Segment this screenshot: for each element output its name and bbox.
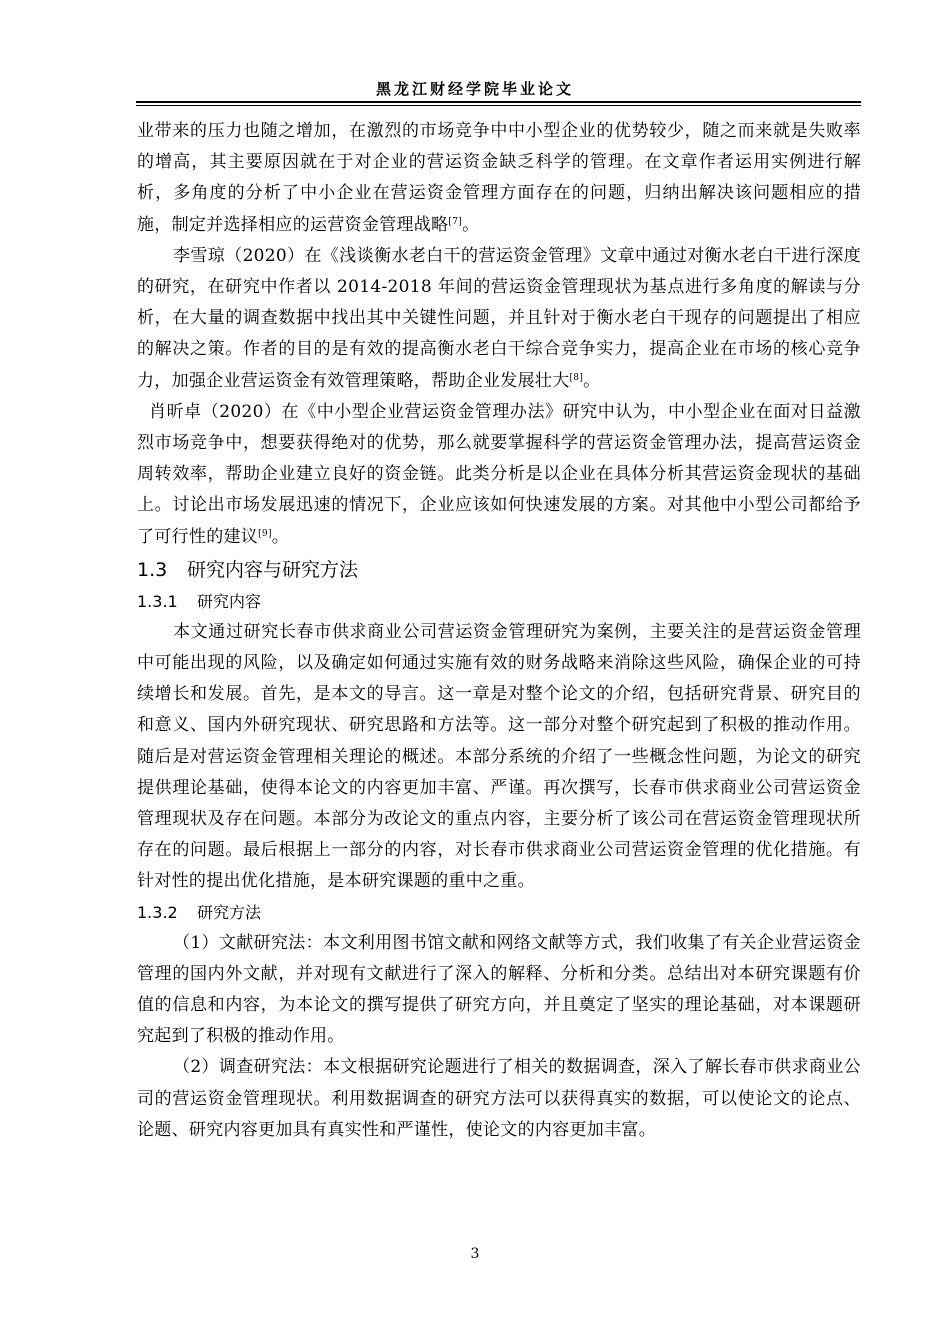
paragraph-method-literature: （1）文献研究法：本文利用图书馆文献和网络文献等方式，我们收集了有关企业营运资金管理的国内外文献，并对现有文献进行了深入的解释、分析和分类。总结出对本研究课题有价值的信息和内容，为本论文的撰写提供了研究方向，并且奠定了坚实的理论基础，对本课题研究起到了积极的推动作用。 <box>137 932 861 1047</box>
subsection-heading-methods <box>137 898 861 928</box>
subsection-title: 研究方法 <box>197 902 262 922</box>
page-number: 3 <box>470 1246 480 1262</box>
subsection-number: 1.3.2 <box>137 902 178 922</box>
section-title: 研究内容与研究方法 <box>187 558 359 581</box>
citation-ref: [7] <box>448 216 463 227</box>
paragraph-continuation: 业带来的压力也随之增加，在激烈的市场竞争中中小型企业的优势较少，随之而来就是失败率的增高，其主要原因就在于对企业的营运资金缺乏科学的管理。在文章作者运用实例进行解析，多角度的分析了中小企业在营运资金管理方面存在的问题，归纳出解决该问题相应的措施，制定并选择相应的运营资金管理战略[7]。 <box>137 121 861 235</box>
paragraph-research-content: 本文通过研究长春市供求商业公司营运资金管理研究为案例，主要关注的是营运资金管理中可能出现的风险，以及确定如何通过实施有效的财务战略来消除这些风险，确保企业的可持续增长和发展。首先，是本文的导言。这一章是对整个论文的介绍，包括研究背景、研究目的和意义、国内外研究现状、研究思路和方法等。这一部分对整个研究起到了积极的推动作用。随后是对营运资金管理相关理论的概述。本部分系统的介绍了一些概念性问题，为论文的研究提供理论基础，使得本论文的内容更加丰富、严谨。再次撰写，长春市供求商业公司营运资金管理现状及存在问题。本部分为改论文的重点内容，主要分析了该公司在营运资金管理现状所存在的问题。最后根据上一部分的内容，对长春市供求商业公司营运资金管理的优化措施。有针对性的提出优化措施，是本研究课题的重中之重。 <box>137 621 861 892</box>
header-rule-thin <box>136 105 861 106</box>
paragraph-method-survey: （2）调查研究法：本文根据研究论题进行了相关的数据调查，深入了解长春市供求商业公司的营运资金管理现状。利用数据调查的研究方法可以获得真实的数据，可以使论文的论点、论题、研究内容更加具有真实性和严谨性，使论文的内容更加丰富。 <box>137 1057 861 1140</box>
subsection-title: 研究内容 <box>197 591 262 611</box>
paragraph-li-xueqiong: 李雪琼（2020）在《浅谈衡水老白干的营运资金管理》文章中通过对衡水老白干进行深度的研究，在研究中作者以 2014-2018 年间的营运资金管理现状为基点进行多角度的解读与分析，在大量的调查数据中找出其中关键性问题，并且针对于衡水老白干现存的问题提出了相应的解决之策。作者的目的是有效的提高衡水老白干综合竞争实力，提高企业在市场的核心竞争力，加强企业营运资金有效管理策略，帮助企业发展壮大[8]。 <box>137 245 861 391</box>
paragraph-xiao-xinzhuo: 肖昕卓（2020）在《中小型企业营运资金管理办法》研究中认为，中小型企业在面对日益激烈市场竞争中，想要获得绝对的优势，那么就要掌握科学的营运资金管理办法，提高营运资金周转效率，帮助企业建立良好的资金链。此类分析是以企业在具体分析其营运资金现状的基础上。讨论出市场发展迅速的情况下，企业应该如何快速发展的方案。对其他中小型公司都给予了可行性的建议[9]。 <box>137 401 861 547</box>
document-body <box>137 116 861 1146</box>
section-heading <box>137 553 861 587</box>
subsection-heading-content <box>137 587 861 617</box>
section-number: 1.3 <box>137 558 168 581</box>
subsection-number: 1.3.1 <box>137 591 178 611</box>
citation-ref: [8] <box>569 372 584 383</box>
header-rule-thick <box>136 101 861 103</box>
citation-ref: [9] <box>258 528 272 539</box>
running-header-title: 黑龙江财经学院毕业论文 <box>375 80 574 98</box>
